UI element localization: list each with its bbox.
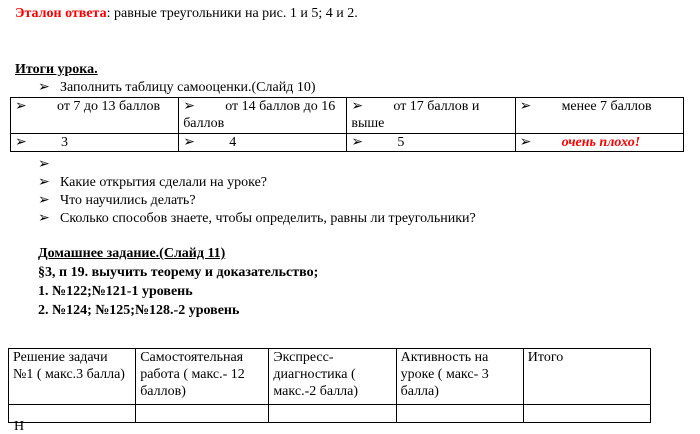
arrow-bullet-icon: ➢ [38, 193, 50, 208]
eval-header-cell: Решение задачи №1 ( макс.3 балла) [9, 349, 136, 405]
cut-off-text: Н [14, 419, 25, 434]
homework-line: 2. №124; №125;№128.-2 уровень [38, 303, 240, 318]
score-grade-cell: ➢ очень плохо! [515, 134, 683, 152]
eval-value-cell [9, 405, 136, 423]
arrow-bullet-icon: ➢ [38, 211, 50, 226]
eval-value-cell [269, 405, 396, 423]
arrow-bullet-icon: ➢ [351, 99, 364, 114]
score-header-cell: ➢ от 7 до 13 баллов [11, 98, 179, 134]
homework-line: §3, п 19. выучить теорему и доказательство; [38, 265, 319, 280]
questions-list [38, 156, 476, 228]
list-item [38, 156, 476, 174]
arrow-bullet-icon: ➢ [519, 99, 532, 114]
arrow-bullet-icon: ➢ [15, 135, 27, 150]
eval-value-cell [523, 405, 650, 423]
eval-value-cell [136, 405, 269, 423]
score-header-cell: ➢ от 17 баллов и выше [347, 98, 515, 134]
arrow-bullet-icon: ➢ [183, 135, 195, 150]
eval-header-cell: Самостоятельная работа ( макс.- 12 баллов) [136, 349, 269, 405]
score-grade-cell: ➢ 3 [11, 134, 179, 152]
score-grade-cell: ➢ 5 [347, 134, 515, 152]
score-table [10, 97, 684, 152]
eval-header-cell: Итого [523, 349, 650, 405]
score-header-cell: ➢ менее 7 баллов [515, 98, 683, 134]
arrow-bullet-icon: ➢ [183, 99, 195, 114]
answer-line [15, 6, 358, 22]
eval-value-cell [396, 405, 523, 423]
list-item: ➢ Что научились делать? [38, 193, 196, 208]
score-grade-cell: ➢ 4 [179, 134, 347, 152]
list-item: ➢ Сколько способов знаете, чтобы определить, равны ли треугольники? [38, 211, 476, 226]
arrow-bullet-icon: ➢ [351, 135, 364, 150]
arrow-bullet-icon: ➢ [38, 175, 50, 190]
fill-table-item [38, 79, 316, 96]
arrow-bullet-icon: ➢ [519, 135, 532, 150]
arrow-bullet-icon: ➢ [38, 157, 50, 172]
arrow-bullet-icon: ➢ [38, 80, 50, 95]
eval-header-cell: Экспресс-диагностика ( макс.-2 балла) [269, 349, 396, 405]
homework-line: 1. №122;№121-1 уровень [38, 284, 193, 299]
homework-heading: Домашнее задание.(Слайд 11) [38, 246, 226, 261]
summary-heading: Итоги урока. [15, 62, 98, 77]
fill-table-text: Заполнить таблицу самооценки.(Слайд 10) [60, 80, 316, 95]
score-header-cell: ➢ от 14 баллов до 16 баллов [179, 98, 347, 134]
answer-label: Эталон ответа [15, 6, 107, 21]
answer-text: : равные треугольники на рис. 1 и 5; 4 и 2. [106, 6, 358, 21]
arrow-bullet-icon: ➢ [15, 99, 27, 114]
eval-table [8, 348, 651, 423]
eval-header-cell: Активность на уроке ( макс- 3 балла) [396, 349, 523, 405]
list-item: ➢ Какие открытия сделали на уроке? [38, 175, 268, 190]
